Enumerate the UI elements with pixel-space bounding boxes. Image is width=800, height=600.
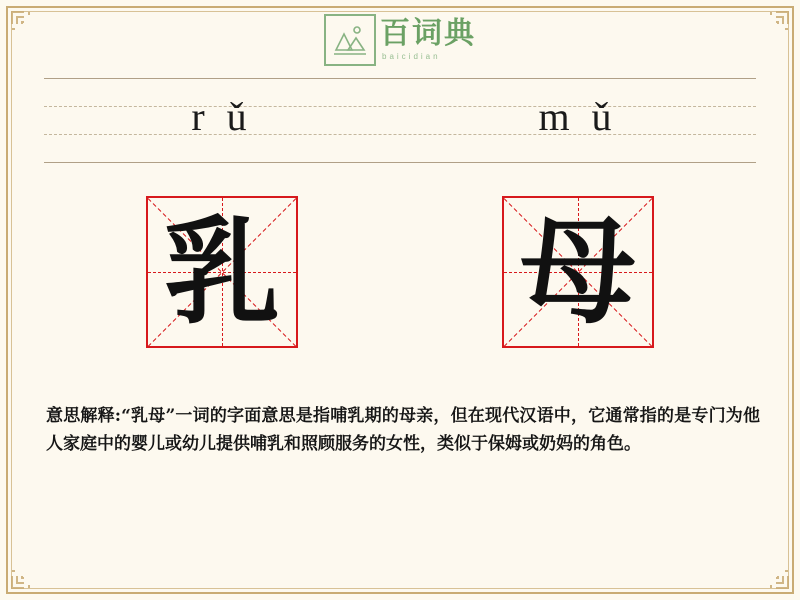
corner-ornament-icon [756, 10, 790, 44]
logo-title-cn: 百词典 [380, 16, 476, 51]
tianzige-grid [146, 196, 298, 348]
logo-title-en: baicidian [382, 52, 441, 61]
staff-line [44, 162, 756, 163]
character-cell [400, 196, 756, 360]
logo-text [380, 16, 476, 61]
explanation-text: “乳母”一词的字面意思是指哺乳期的母亲，但在现代汉语中，它通常指的是专门为他人家庭中的婴儿或幼儿提供哺乳和照顾服务的女性，类似于保姆或奶妈的角色。 [46, 406, 760, 455]
character-row [44, 196, 756, 360]
character-glyph: 母 [520, 204, 636, 340]
character-cell [44, 196, 400, 360]
character-glyph: 乳 [164, 204, 280, 340]
pinyin-staff [44, 78, 756, 166]
corner-ornament-icon [10, 10, 44, 44]
pinyin-row [44, 78, 756, 162]
corner-ornament-icon [756, 556, 790, 590]
pinyin-syllable: r ǔ [191, 93, 253, 139]
tianzige-grid [502, 196, 654, 348]
explanation-block [46, 402, 760, 458]
seal-stamp-icon [324, 14, 376, 66]
pinyin-syllable: m ǔ [538, 93, 618, 139]
explanation-label: 意思解释: [46, 406, 122, 426]
corner-ornament-icon [10, 556, 44, 590]
site-logo[interactable] [324, 14, 476, 66]
